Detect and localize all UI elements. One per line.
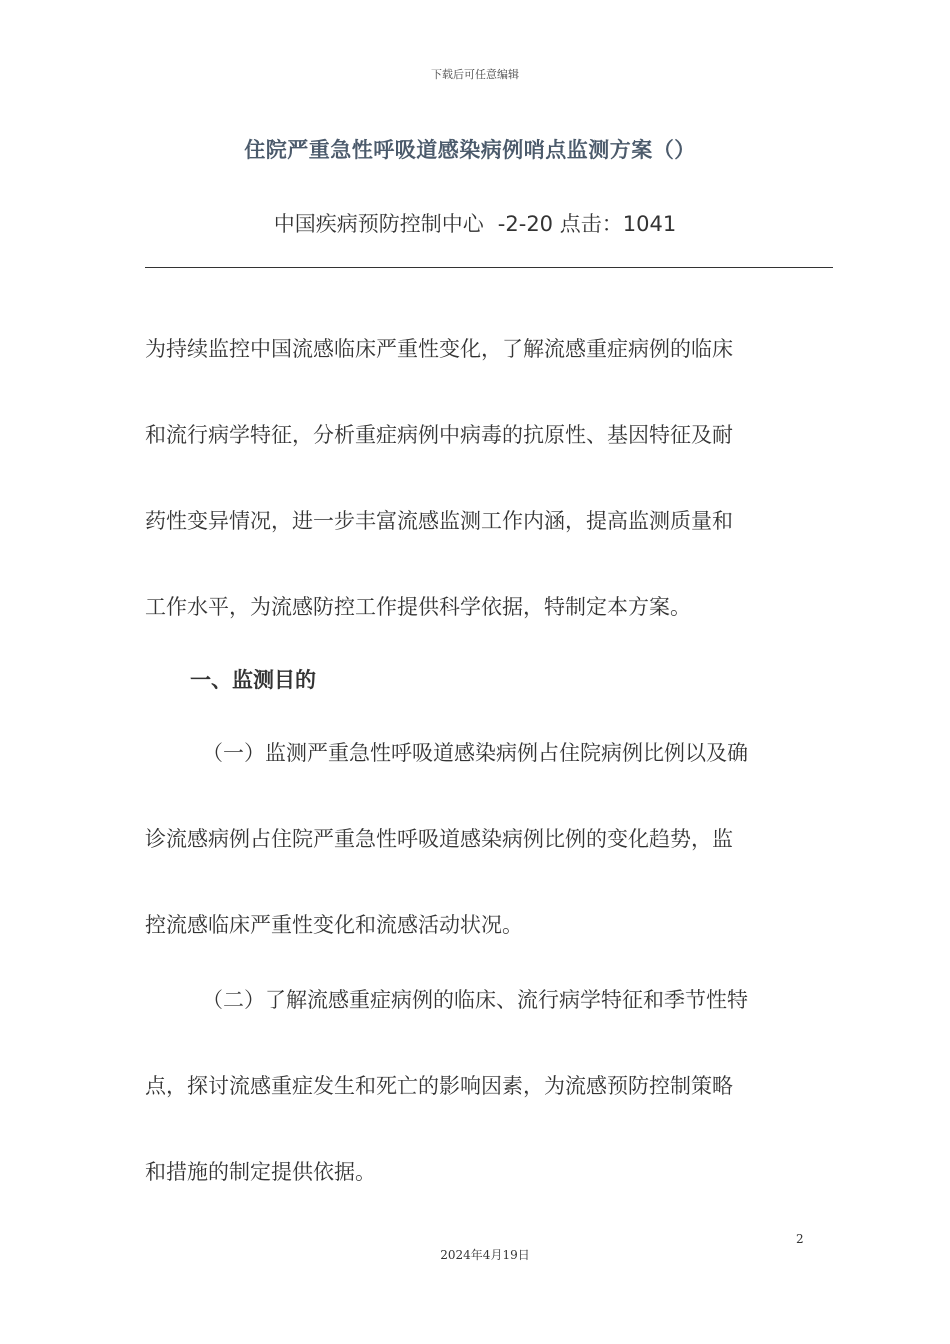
- meta-date: -2-20: [497, 212, 554, 236]
- purpose-item-1: [145, 710, 809, 968]
- document-meta: [0, 208, 950, 238]
- paragraph-line: 和流行病学特征，分析重症病例中病毒的抗原性、基因特征及耐: [145, 423, 733, 447]
- page-header-note: 下载后可任意编辑: [431, 68, 519, 81]
- title-divider: [145, 267, 833, 268]
- meta-clicks: 点击：1041: [559, 212, 677, 236]
- paragraph-line: 和措施的制定提供依据。: [145, 1160, 376, 1184]
- paragraph-line: 工作水平，为流感防控工作提供科学依据，特制定本方案。: [145, 595, 691, 619]
- paragraph-line: 诊流感病例占住院严重急性呼吸道感染病例比例的变化趋势，监: [145, 827, 733, 851]
- intro-paragraph: [145, 306, 809, 650]
- paragraph-line: （一）监测严重急性呼吸道感染病例占住院病例比例以及确: [202, 741, 748, 765]
- paragraph-line: （二）了解流感重症病例的临床、流行病学特征和季节性特: [202, 988, 748, 1012]
- document-title: 住院严重急性呼吸道感染病例哨点监测方案（）: [244, 138, 696, 162]
- meta-source: 中国疾病预防控制中心: [273, 212, 484, 236]
- paragraph-line: 控流感临床严重性变化和流感活动状况。: [145, 913, 523, 937]
- section-heading: 一、监测目的: [190, 668, 316, 692]
- page-number: 2: [796, 1232, 804, 1246]
- paragraph-line: 药性变异情况，进一步丰富流感监测工作内涵，提高监测质量和: [145, 509, 733, 533]
- purpose-item-2: [145, 957, 809, 1215]
- paragraph-line: 点，探讨流感重症发生和死亡的影响因素，为流感预防控制策略: [145, 1074, 733, 1098]
- footer-date: 2024年4月19日: [440, 1248, 530, 1262]
- paragraph-line: 为持续监控中国流感临床严重性变化，了解流感重症病例的临床: [145, 337, 733, 361]
